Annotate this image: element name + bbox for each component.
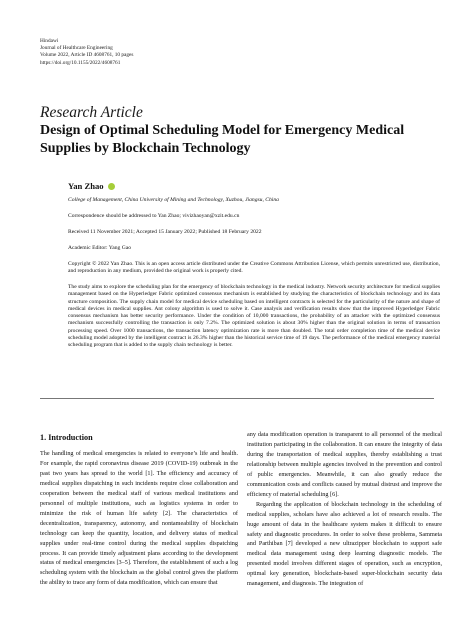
article-type: Research Article	[40, 104, 143, 121]
author-line	[68, 181, 115, 191]
paragraph: Regarding the application of blockchain technology in the scheduling of medical supplies, scholars have also achieved a lot of research results. The huge amount of data in the healthcare system makes it difficult to ensure safety and diagnostic procedures. In order to solve these problems, Sammeta and Parthiban [7] developed a new ultrazipper blockchain to support safe medical data management using deep learning diagnostic models. The presented model involves different stages of operation, such as encryption, optimal key generation, blockchain-based super-blockchain security data management, and diagnosis. The integration of	[247, 500, 442, 588]
orcid-icon[interactable]	[108, 183, 115, 190]
article-title: Design of Optimal Scheduling Model for Emergency Medical Supplies by Blockchain Technology	[40, 123, 405, 156]
volume-line: Volume 2022, Article ID 4608761, 10 pages	[40, 52, 134, 59]
doi-link[interactable]: https://doi.org/10.1155/2022/4608761	[40, 59, 121, 66]
correspondence: Correspondence should be addressed to Yan Zhao; vivizhaoyan@xzit.edu.cn	[68, 213, 240, 219]
copyright-notice: Copyright © 2022 Yan Zhao. This is an open access article distributed under the Creative Commons Attribution License, which permits unrestricted use, distribution, and reproduction in any medium, provided the original work is properly cited.	[68, 261, 440, 275]
affiliation: College of Management, China University of Mining and Technology, Xuzhou, Jiangsu, China	[68, 197, 279, 203]
paragraph: any data modification operation is transparent to all personnel of the medical institution participating in the collaboration. It can ensure the integrity of data during the transportation of medical supplies, thereby establishing a trust relationship between multiple agencies involved in the prevention and control of public emergencies. Meanwhile, it can also greatly reduce the communication costs and conflicts caused by mutual distrust and improve the efficiency of material scheduling [6].	[247, 431, 442, 498]
section-divider	[40, 398, 434, 399]
journal-name: Journal of Healthcare Engineering	[40, 45, 113, 52]
publication-dates: Received 11 November 2021; Accepted 15 January 2022; Published 18 February 2022	[68, 229, 262, 235]
journal-meta	[40, 38, 133, 67]
academic-editor: Academic Editor: Yang Gao	[68, 245, 132, 251]
left-column	[40, 449, 238, 588]
abstract: The study aims to explore the scheduling plan for the emergency of blockchain technology in the medical industry. Network security architecture for medical supplies management based on the Hyperledger Fabric optimized consensus mechanism is established by studying the characteristics of blockchain technology and its data structure composition. The supply chain model for medical device scheduling based on intelligent contracts is selected for the particularity of the nature and shape of medical devices in medical supplies. Ant colony algorithm is used to solve it. Case analysis and verification results show that the improved Hyperledger Fabric consensus mechanism has better security performance. Under the condition of 10,000 transactions, the probability of an attacker with the optimized consensus mechanism successfully controlling the transaction is only 7.2%. The optimized solution is about 30% higher than the original solution in terms of transaction processing speed. Over 1000 transactions, the transaction latency optimization rate is more than doubled. The total order completion time of the medical device scheduling model adopted by the intelligent contract is 26.3% higher than the historical service time of 19 days. The performance of the medical emergency material scheduling program that is added to the supply chain technology is better.	[68, 284, 440, 348]
section-heading: 1. Introduction	[40, 433, 93, 442]
publisher-name: Hindawi	[40, 38, 59, 44]
author-name[interactable]: Yan Zhao	[68, 181, 104, 191]
paragraph: The handling of medical emergencies is related to everyone’s life and health. For example, the rapid coronavirus disease 2019 (COVID-19) outbreak in the past two years has spread to the world [1]. The efficiency and accuracy of medical supplies dispatching in such incidents require close collaboration and cooperation between the medical staff of various medical institutions and personnel of multiple institutions, such as logistics systems in order to minimize the risk of human life safety [2]. The characteristics of decentralization, transparency, autonomy, and nontameability of blockchain technology can keep the quantity, location, and delivery status of medical supplies under real-time control during the medical supplies dispatching process. It can provide timely adjustment plans according to the development status of medical emergencies [3–5]. Therefore, the establishment of such a log scheduling system with the blockchain as the global control gives the platform the ability to trace any form of data modification, which can ensure that	[40, 450, 238, 587]
right-column	[247, 430, 442, 589]
